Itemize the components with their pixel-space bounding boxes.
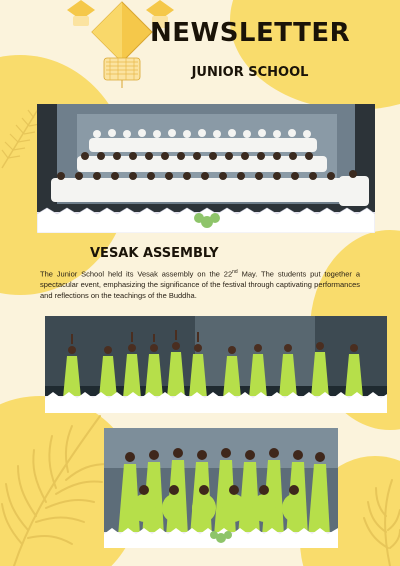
article-text-part2: May. The students put together a spectacular event, emphasizing the significance of the festival through captivating performances and reflections on the teachings of the Buddha. (40, 269, 360, 300)
article-heading: VESAK ASSEMBLY (90, 246, 219, 261)
palm-leaf-icon (0, 408, 115, 566)
school-subtitle: JUNIOR SCHOOL (191, 65, 309, 80)
article-text-superscript: nd (232, 269, 238, 275)
palm-leaf-icon-right (360, 478, 400, 566)
article-text-part1: The Junior School held its Vesak assembly on the 22 (40, 269, 233, 279)
newsletter-title: NEWSLETTER (150, 18, 351, 48)
yellow-blob-top-right (230, 0, 400, 110)
article-body (40, 267, 360, 301)
dancers-photo (45, 316, 387, 413)
choir-photo (37, 104, 375, 233)
group-photo (104, 428, 338, 548)
lantern-small-left-icon (67, 0, 95, 28)
